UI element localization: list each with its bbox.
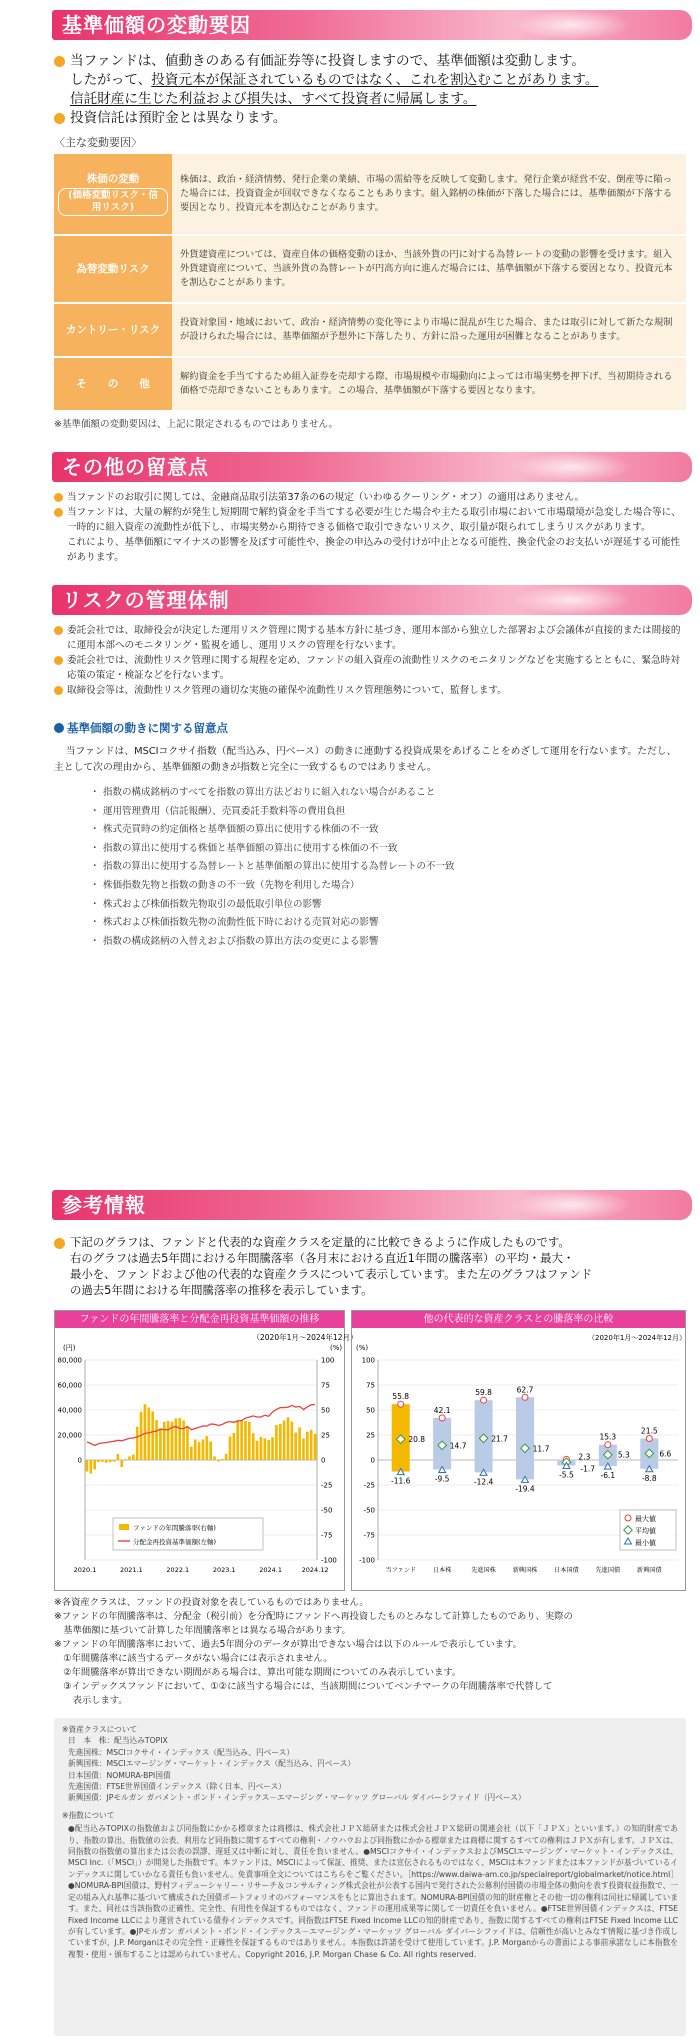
return-bar: [163, 1422, 166, 1460]
list-item: 当ファンドのお取引に関しては、金融商品取引法第37条の6の規定（いわゆるクーリング・オフ）の適用はありません。: [54, 490, 686, 505]
asset-class-list: [62, 1735, 678, 1803]
lead-line: したがって、投資元本が保証されているものではなく、これを割込むことがあります。: [70, 72, 599, 88]
risk-text: 外貨建資産については、資産自体の価格変動のほか、当該外貨の円に対する為替レートの変動の影響を受けます。組入外貨建資産について、当該外貨の為替レートが円高方向に進んだ場合には、基準価額が下落する要因となり、投資元本を割込むことがあります。: [172, 235, 686, 303]
return-bar: [194, 1440, 197, 1461]
max-label: 59.8: [475, 1388, 492, 1398]
left-axis-unit: (円): [63, 1344, 76, 1352]
asset-class-heading: ※資産クラスについて: [62, 1725, 138, 1734]
return-bar: [186, 1426, 189, 1460]
return-bar: [175, 1418, 178, 1460]
return-bar: [291, 1422, 294, 1460]
legend-swatch-return: [119, 1524, 129, 1530]
range-bar: [516, 1397, 534, 1479]
y-tick-label: 100: [361, 1356, 375, 1365]
table-row: [54, 357, 686, 411]
asset-class-comparison-svg: [352, 1328, 685, 1590]
category-label: 日本株: [432, 1567, 452, 1574]
right-tick-label: 0: [321, 1456, 326, 1465]
legend-item: 平均値: [635, 1527, 656, 1535]
section-title: その他の留意点: [62, 455, 209, 479]
return-bar: [279, 1424, 282, 1460]
return-bar: [167, 1421, 170, 1460]
return-bar: [136, 1427, 139, 1460]
return-bar: [310, 1430, 313, 1460]
index-disclaimer-box: [54, 1718, 686, 2036]
avg-label: 11.7: [532, 1444, 550, 1454]
x-tick-label: 2023.1: [212, 1566, 236, 1574]
return-bar: [89, 1460, 92, 1474]
note-line: ③インデックスファンドにおいて、①②に該当する場合には、当該期間についてベンチマークの年間騰落率で代替して: [54, 1681, 553, 1692]
return-bar: [178, 1418, 181, 1460]
y-axis-unit: (%): [356, 1344, 369, 1352]
index-disclaimer-text: ●配当込みTOPIXの指数値および同指数にかかる標章または商標は、株式会社ＪＰＸ総研または株式会社ＪＰＸ総研の関連会社（以下「ＪＰＸ」といいます。）の知的財産であり、指数の算出、指数値の公表、利用など同指数に関するすべての権利・ノウハウおよび同指数にかかる標章または商標に関するすべての権利はＪＰＸが有します。ＪＰＸは、同指数の指数値の算出または公表の誤謬、遅延又は中断に対し、責任を負いません。●MSCIコクサイ・インデックスおよびMSCIエマージング・マーケット・インデックスは、MSCI Inc.（「MSCI」）が開発した指数です。本ファンドは、MSCIによって保証、推奨、または宣伝されるものではなく、MSCIは本ファンドまたは本ファンドが基づいているインデックスに関していかなる責任も負いません。免責事項全文についてはこちらをご覧ください。［https://www.daiwa-am.co.jp/specialreport/globalmarket/notice.html］●NOMURA-BPI国債は、野村フィデューシャリー・リサーチ＆コンサルティング株式会社が公表する国内で発行された公募利付国債の市場全体の動向を表す投資収益指数で、一定の組み入れ基準に基づいて構成された国債ポートフォリオのパフォーマンスをもとに算出されます。NOMURA-BPI国債の知的財産権とその他一切の権利は同社に帰属しています。また、同社は当該指数の正確性、完全性、有用性を保証するものではなく、ファンドの運用成果等に関して一切責任を負いません。●FTSE世界国債インデックスは、FTSE Fixed Income LLCにより運営されている債券インデックスです。同指数はFTSE Fixed Income LLCの知的財産であり、指数に関するすべての権利はFTSE Fixed Income LLCが有しています。●JPモルガン ガバメント・ボンド・インデックス－エマージング・マーケッツ グローバル ダイバーシファイドは、信頼性が高いとみなす情報に基づき作成していますが、J.P. Morganはその完全性・正確性を保証するものではありません。本指数は許諾を受けて使用しています。J.P. Morganからの書面による事前承諾なしに本指数を複製・使用・頒布することは認められていません。Copyright 2016, J.P. Morgan Chase & Co. All rights reserved.: [68, 1824, 678, 1959]
return-bar: [240, 1420, 243, 1460]
max-marker: [522, 1394, 528, 1400]
avg-label: 6.6: [659, 1449, 672, 1459]
x-tick-label: 2022.1: [166, 1566, 190, 1574]
left-tick-label: 40,000: [57, 1406, 82, 1415]
return-bar: [120, 1460, 123, 1467]
category-label: 先進国債: [595, 1567, 621, 1574]
risk-key-sub: (価格変動リスク・信用リスク): [58, 188, 168, 216]
return-bar: [271, 1437, 274, 1460]
list-item: ・ 株式および株価指数先物の流動性低下時における売買対応の影響: [94, 914, 686, 933]
risk-text: 株価は、政治・経済情勢、発行企業の業績、市場の需給等を反映して変動します。発行企業が経営不安、倒産等に陥った場合には、投資資金が回収できなくなることもあります。組入銘柄の株価が下落した場合には、基準価額が下落する要因となり、投資元本を割込むことがあります。: [172, 154, 686, 235]
return-bar: [248, 1422, 251, 1460]
y-tick-label: 50: [366, 1406, 375, 1415]
max-marker: [398, 1401, 404, 1407]
lead-line: 当ファンドは、値動きのある有価証券等に投資しますので、基準価額は変動します。: [54, 52, 686, 71]
list-item: ・ 株式および株価指数先物取引の最低取引単位の影響: [94, 896, 686, 915]
list-item-cont: これにより、基準価額にマイナスの影響を及ぼす可能性や、換金の申込みの受付けが中止となる可能性、換金代金のお支払いが遅延する可能性があります。: [67, 537, 681, 563]
extra-label: -1.7: [580, 1464, 596, 1474]
return-bar: [221, 1459, 224, 1460]
table-row: [54, 303, 686, 357]
section-header-reference: [52, 1190, 692, 1220]
return-bar: [159, 1428, 162, 1460]
max-marker: [605, 1442, 611, 1448]
return-bar: [147, 1408, 150, 1461]
section-title: 参考情報: [62, 1193, 146, 1217]
return-bar: [287, 1417, 290, 1460]
left-tick-label: 0: [77, 1456, 82, 1465]
max-label: 42.1: [433, 1405, 451, 1415]
table-row: [54, 154, 686, 235]
chart-period: （2020年1月～2024年12月）: [588, 1334, 686, 1342]
return-bar: [275, 1425, 278, 1460]
left-tick-label: 80,000: [57, 1356, 82, 1365]
return-bar: [213, 1456, 216, 1460]
risk-table: [54, 154, 686, 412]
legend-item: ファンドの年間騰落率(右軸): [133, 1524, 216, 1532]
return-bar: [244, 1421, 247, 1460]
return-bar: [190, 1447, 193, 1460]
lead-line: 投資信託は預貯金とは異なります。: [54, 109, 686, 128]
left-tick-label: 60,000: [57, 1381, 82, 1390]
min-label: -12.4: [473, 1477, 494, 1487]
list-item: 日本国債：NOMURA-BPI国債: [68, 1770, 171, 1780]
lead-line: の過去5年間における年間騰落率の推移を表示しています。: [70, 1283, 373, 1297]
list-item: ・ 指数の算出に使用する為替レートと基準価額の算出に使用する為替レートの不一致: [94, 858, 686, 877]
right-tick-label: 25: [321, 1431, 330, 1440]
sub-heading: 〈主な変動要因〉: [54, 136, 142, 149]
list-item: 取締役会等は、流動性リスク管理の適切な実施の確保や流動性リスク管理態勢について、監督します。: [54, 683, 686, 698]
risk-key: そ の 他: [54, 357, 172, 411]
legend-item: 最小値: [635, 1539, 656, 1547]
right-tick-label: -25: [321, 1481, 333, 1490]
return-bar: [209, 1442, 212, 1461]
return-bar: [128, 1456, 131, 1460]
return-bar: [263, 1438, 266, 1460]
list-item: 当ファンドは、大量の解約が発生し短期間で解約資金を手当てする必要が生じた場合や主たる取引市場において市場環境が急変した場合等に、一時的に組入資産の流動性が低下し、市場実勢から期待できる価格で取引できないリスク、取引量が限られてしまうリスクがあります。: [54, 505, 686, 535]
y-tick-label: -50: [363, 1506, 375, 1515]
y-tick-label: 0: [370, 1456, 375, 1465]
avg-label: 5.3: [617, 1450, 630, 1460]
lead-line: 信託財産に生じた利益および損失は、すべて投資者に帰属します。: [70, 91, 477, 107]
max-marker: [439, 1415, 445, 1421]
return-bar: [314, 1434, 317, 1460]
list-item: ・ 運用管理費用（信託報酬）、売買委託手数料等の費用負担: [94, 803, 686, 822]
section-header-fluctuation: [52, 10, 692, 40]
x-tick-label: 2024.1: [259, 1566, 282, 1574]
y-tick-label: 75: [366, 1381, 375, 1390]
y-tick-label: -25: [363, 1481, 375, 1490]
return-bar: [229, 1437, 232, 1461]
extra-label: 2.3: [578, 1452, 591, 1462]
return-bar: [236, 1420, 239, 1460]
return-bar: [267, 1440, 270, 1460]
return-bar: [93, 1460, 96, 1469]
avg-label: 14.7: [449, 1441, 467, 1451]
risk-management-list: [54, 623, 686, 698]
list-item: 先進国株：MSCIコクサイ・インデックス（配当込み、円ベース）: [68, 1747, 295, 1757]
return-bar: [198, 1442, 201, 1460]
section-title: 基準価額の変動要因: [62, 13, 251, 37]
right-tick-label: -100: [321, 1556, 337, 1565]
note-line: 基準価額に基づいて計算した年間騰落率とは異なる場合があります。: [54, 1625, 351, 1636]
avg-label: 20.8: [408, 1435, 426, 1445]
return-bar: [117, 1454, 120, 1460]
risk-text: 投資対象国・地域において、政治・経済情勢の変化等により市場に混乱が生じた場合、または取引に対して新たな規制が設けられた場合には、基準価額が予想外に下落したり、方針に沿った運用が困難となることがあります。: [172, 303, 686, 357]
risk-text: 解約資金を手当てするため組入証券を売却する際、市場規模や市場動向によっては市場実勢を押下げ、当初期待される価格で売却できないこともあります。この場合、基準価額が下落する要因となります。: [172, 357, 686, 411]
right-tick-label: -75: [321, 1531, 333, 1540]
risk-key: 為替変動リスク: [54, 235, 172, 303]
category-label: 当ファンド: [385, 1567, 417, 1574]
max-marker: [646, 1436, 652, 1442]
category-label: 日本国債: [554, 1567, 579, 1574]
return-bar: [144, 1404, 147, 1460]
y-tick-label: -75: [363, 1531, 375, 1540]
legend-item: 分配金再投資基準価額(左軸): [133, 1538, 217, 1546]
return-bar: [302, 1438, 305, 1460]
return-bar: [283, 1421, 286, 1461]
return-bar: [109, 1460, 112, 1462]
note-line: ※ファンドの年間騰落率は、分配金（税引前）を分配時にファンドへ再投資したものとみなして計算したものであり、実際の: [54, 1611, 573, 1622]
max-label: 62.7: [516, 1385, 534, 1395]
chart-legend: [620, 1510, 676, 1550]
list-item: 委託会社では、流動性リスク管理に関する規程を定め、ファンドの組入資産の流動性リスクのモニタリングなどを実施するとともに、緊急時対応策の策定・検証などを行ないます。: [54, 653, 686, 683]
return-bar: [260, 1437, 263, 1460]
list-item: ・ 指数の算出に使用する株価と基準価額の算出に使用する株価の不一致: [94, 840, 686, 859]
risk-key: カントリー・リスク: [54, 303, 172, 357]
avg-label: 21.7: [491, 1434, 508, 1444]
lead-line: 最小を、ファンドおよび他の代表的な資産クラスについて表示しています。また左のグラフはファンド: [70, 1267, 593, 1281]
max-label: 21.5: [640, 1426, 658, 1436]
list-item: ・ 株価指数先物と指数の動きの不一致（先物を利用した場合）: [94, 877, 686, 896]
list-item: 先進国債：FTSE世界国債インデックス（除く日本、円ベース）: [68, 1782, 286, 1792]
min-label: -19.4: [515, 1484, 535, 1494]
lead-line: 右のグラフは過去5年間における年間騰落率（各月末における直近1年間の騰落率）の平均・最大・: [70, 1251, 575, 1265]
other-notes: [54, 490, 686, 565]
chart-title: 他の代表的な資産クラスとの騰落率の比較: [352, 1311, 685, 1328]
note-line: ※各資産クラスは、ファンドの投資対象を表しているものではありません。: [54, 1597, 369, 1608]
min-label: -11.6: [391, 1476, 411, 1486]
list-item: 委託会社では、取締役会が決定した運用リスク管理に関する基本方針に基づき、運用本部から独立した部署および会議体が直接的または間接的に運用本部へのモニタリング・監視を通し、運用リスクの管理を行ないます。: [54, 623, 686, 653]
y-tick-label: -100: [359, 1556, 375, 1565]
chart-title: ファンドの年間騰落率と分配金再投資基準価額の推移: [55, 1311, 344, 1328]
max-marker: [481, 1397, 487, 1403]
right-tick-label: 100: [321, 1356, 335, 1365]
return-bar: [182, 1421, 185, 1461]
table-row: [54, 235, 686, 303]
nav-movement-paragraph: 当ファンドは、MSCIコクサイ指数（配当込み、円ベース）の動きに連動する投資成果をあげることをめざして運用を行ないます。ただし、主として次の理由から、基準価額の動きが指数と完全に一致するものではありません。: [54, 746, 677, 773]
return-bar: [217, 1460, 220, 1462]
return-bar: [225, 1454, 228, 1460]
return-bar: [298, 1427, 301, 1460]
fund-return-chart: [54, 1310, 358, 1591]
section-header-other-notes: [52, 452, 692, 482]
asset-class-comparison-chart: [351, 1310, 686, 1591]
left-tick-label: 20,000: [57, 1431, 82, 1440]
reference-lead: [54, 1234, 686, 1298]
min-label: -6.1: [600, 1471, 616, 1481]
list-item: 新興国株：MSCIエマージング・マーケット・インデックス（配当込み、円ベース）: [68, 1759, 356, 1769]
note-line: ①年間騰落率に該当するデータがない場合には表示されません。: [54, 1653, 333, 1664]
footnote: ※基準価額の変動要因は、上記に限定されるものではありません。: [54, 419, 339, 430]
fund-return-chart-svg: [55, 1328, 358, 1590]
list-item: ・ 指数の構成銘柄の入替えおよび指数の算出方法の変更による影響: [94, 933, 686, 952]
underlined-text: 投資元本が保証されているものではなく、これを割込むことがあります。: [151, 72, 599, 88]
x-tick-label: 2021.1: [120, 1566, 143, 1574]
return-bar: [233, 1433, 236, 1460]
min-label: -9.5: [434, 1474, 450, 1484]
section-header-risk-management: [52, 585, 692, 615]
return-bar: [113, 1460, 116, 1462]
index-heading: ※指数について: [62, 1810, 115, 1820]
x-tick-label: 2024.12: [301, 1566, 329, 1574]
right-tick-label: 50: [321, 1406, 330, 1415]
list-item: ・ 指数の構成銘柄のすべてを指数の算出方法どおりに組入れない場合があること: [94, 784, 686, 803]
return-bar: [86, 1460, 89, 1472]
y-tick-label: 25: [366, 1431, 375, 1440]
return-bar: [97, 1460, 100, 1462]
min-label: -8.8: [641, 1473, 657, 1483]
return-bar: [101, 1460, 104, 1462]
category-label: 先進国株: [471, 1567, 496, 1574]
min-label: -5.5: [559, 1470, 574, 1480]
max-label: 55.8: [392, 1392, 410, 1402]
legend-item: 最大値: [635, 1515, 656, 1523]
lead-line: 下記のグラフは、ファンドと代表的な資産クラスを定量的に比較できるように作成したものです。: [54, 1234, 686, 1250]
category-label: 新興国債: [636, 1567, 662, 1574]
return-bar: [294, 1433, 297, 1461]
return-bar: [155, 1420, 158, 1460]
return-bar: [202, 1440, 205, 1461]
return-bar: [306, 1432, 309, 1460]
chart-period: （2020年1月～2024年12月）: [252, 1333, 358, 1342]
risk-key: 株価の変動: [86, 173, 140, 185]
return-bar: [252, 1433, 255, 1460]
sub-heading-nav-movement: 基準価額の動きに関する留意点: [54, 720, 686, 736]
category-label: 新興国株: [512, 1567, 538, 1574]
chart-notes: [54, 1596, 686, 1708]
right-axis-unit: (%): [330, 1344, 343, 1352]
return-bar: [151, 1411, 154, 1460]
return-bar: [132, 1455, 135, 1460]
note-line: ※ファンドの年間騰落率において、過去5年間分のデータが算出できない場合は以下のルールで表示しています。: [54, 1639, 522, 1650]
chart-legend: [113, 1518, 263, 1550]
max-label: 15.3: [599, 1432, 617, 1442]
return-bar: [124, 1459, 127, 1460]
fluctuation-lead: [54, 52, 686, 128]
note-line: 表示します。: [54, 1695, 128, 1706]
return-bar: [256, 1441, 259, 1460]
list-item: 日 本 株：配当込みTOPIX: [68, 1736, 168, 1746]
list-item: ・ 株式売買時の約定価格と基準価額の算出に使用する株価の不一致: [94, 821, 686, 840]
right-tick-label: -50: [321, 1506, 333, 1515]
right-tick-label: 75: [321, 1381, 330, 1390]
return-bar: [205, 1436, 208, 1460]
list-item: 新興国債：JPモルガン ガバメント・ボンド・インデックス－エマージング・マーケッツ グローバル ダイバーシファイド（円ベース）: [68, 1793, 526, 1803]
note-line: ②年間騰落率が算出できない期間がある場合は、算出可能な期間についてのみ表示しています。: [54, 1667, 462, 1678]
section-title: リスクの管理体制: [62, 588, 230, 612]
x-tick-label: 2020.1: [73, 1566, 97, 1574]
return-bar: [105, 1460, 108, 1463]
factor-list: [54, 784, 686, 951]
